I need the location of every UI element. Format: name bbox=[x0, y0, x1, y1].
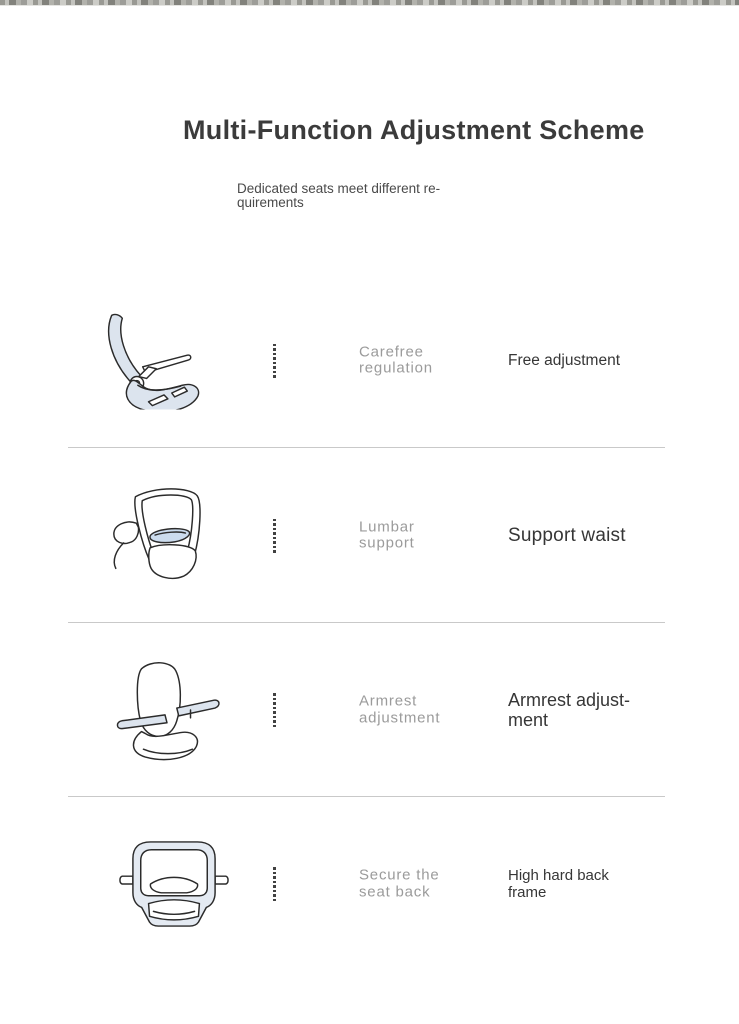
feature-value bbox=[508, 867, 609, 901]
row-divider bbox=[68, 622, 665, 623]
dotted-separator bbox=[273, 519, 276, 553]
armrest-chair-icon bbox=[106, 659, 226, 761]
feature-label-line-1: Armrest bbox=[359, 692, 418, 710]
page-title: Multi-Function Adjustment Scheme bbox=[183, 115, 645, 145]
dotted-separator bbox=[273, 344, 276, 378]
feature-value-line-1: Armrest adjust- bbox=[508, 690, 631, 710]
feature-value bbox=[508, 352, 620, 370]
feature-value bbox=[508, 525, 626, 547]
feature-label-line-1: Secure the bbox=[359, 866, 440, 884]
feature-label bbox=[359, 868, 440, 901]
feature-value-line-1: High hard back bbox=[508, 867, 609, 884]
feature-label-line-1: Carefree bbox=[359, 343, 424, 360]
page-subtitle bbox=[237, 182, 440, 210]
feature-label-line-2: seat back bbox=[359, 883, 431, 900]
feature-label-line-2: support bbox=[359, 534, 415, 552]
feature-value-line-1: Support waist bbox=[508, 524, 626, 546]
reclining-chair-icon bbox=[92, 312, 205, 409]
subtitle-line-1: Dedicated seats meet different re- bbox=[237, 181, 441, 196]
feature-value-line-2: frame bbox=[508, 884, 547, 901]
feature-value-line-2: ment bbox=[508, 710, 549, 730]
feature-label-line-1: Lumbar bbox=[359, 518, 415, 535]
feature-label-line-2: adjustment bbox=[359, 709, 441, 726]
dotted-separator bbox=[273, 693, 276, 727]
feature-label bbox=[359, 344, 433, 377]
feature-row-secure-seat-back bbox=[0, 798, 739, 970]
torn-paper-edge bbox=[0, 0, 739, 6]
feature-label bbox=[359, 519, 415, 552]
feature-value bbox=[508, 690, 630, 730]
feature-label-line-2: regulation bbox=[359, 359, 433, 377]
feature-value-line-1: Free adjustment bbox=[508, 351, 620, 369]
chair-back-frame-icon bbox=[118, 839, 230, 929]
feature-row-armrest-adjustment bbox=[0, 624, 739, 796]
subtitle-line-2: quirements bbox=[237, 195, 304, 210]
row-divider bbox=[68, 796, 665, 797]
dotted-separator bbox=[273, 867, 276, 901]
lumbar-support-chair-icon bbox=[104, 484, 210, 588]
feature-row-carefree-regulation bbox=[0, 274, 739, 447]
row-divider bbox=[68, 447, 665, 448]
feature-row-lumbar-support bbox=[0, 449, 739, 622]
feature-label bbox=[359, 694, 440, 727]
